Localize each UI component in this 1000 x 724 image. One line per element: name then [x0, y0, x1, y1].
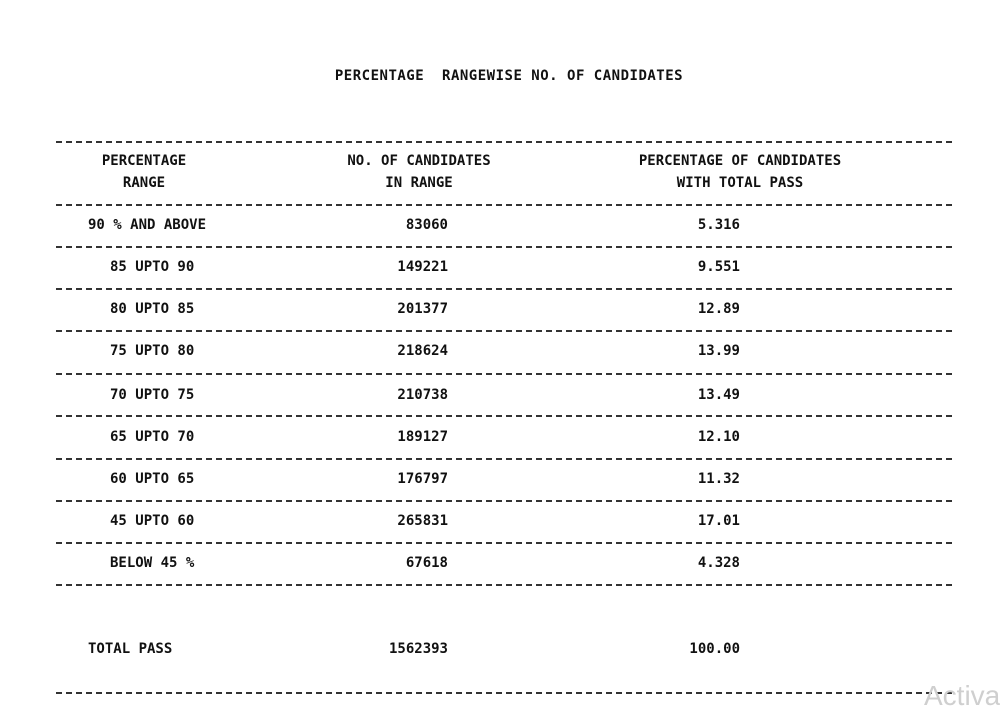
range-cell: 75 UPTO 80 — [110, 343, 195, 359]
header-range-line1: PERCENTAGE — [101, 153, 187, 169]
range-cell: 80 UPTO 85 — [110, 301, 195, 317]
table-top-rule — [56, 141, 952, 143]
report-title: PERCENTAGE RANGEWISE NO. OF CANDIDATES — [334, 68, 684, 84]
count-cell: 201377 — [397, 301, 448, 317]
range-cell: BELOW 45 % — [110, 555, 195, 571]
row-rule — [56, 458, 952, 460]
activation-watermark: Activa — [924, 680, 1000, 711]
count-cell: 67618 — [405, 555, 448, 571]
pct-cell: 12.10 — [697, 429, 740, 445]
range-cell: 85 UPTO 90 — [110, 259, 195, 275]
count-cell: 176797 — [397, 471, 448, 487]
row-rule — [56, 246, 952, 248]
count-cell: 218624 — [397, 343, 448, 359]
range-cell: 45 UPTO 60 — [110, 513, 195, 529]
row-rule — [56, 330, 952, 332]
header-count-line1: NO. OF CANDIDATES — [347, 153, 491, 169]
row-rule — [56, 584, 952, 586]
row-rule — [56, 415, 952, 417]
count-cell: 265831 — [397, 513, 448, 529]
count-cell: 83060 — [405, 217, 448, 233]
row-rule — [56, 373, 952, 375]
total-count: 1562393 — [388, 641, 448, 657]
count-cell: 189127 — [397, 429, 448, 445]
pct-cell: 13.49 — [697, 387, 740, 403]
range-cell: 90 % AND ABOVE — [88, 217, 207, 233]
row-rule — [56, 500, 952, 502]
pct-cell: 13.99 — [697, 343, 740, 359]
header-rule — [56, 204, 952, 206]
pct-cell: 12.89 — [697, 301, 740, 317]
pct-cell: 4.328 — [697, 555, 740, 571]
total-label: TOTAL PASS — [88, 641, 173, 657]
table-bottom-rule — [56, 692, 952, 694]
header-pct-line1: PERCENTAGE OF CANDIDATES — [638, 153, 842, 169]
count-cell: 149221 — [397, 259, 448, 275]
pct-cell: 9.551 — [697, 259, 740, 275]
row-rule — [56, 542, 952, 544]
count-cell: 210738 — [397, 387, 448, 403]
range-cell: 60 UPTO 65 — [110, 471, 195, 487]
range-cell: 70 UPTO 75 — [110, 387, 195, 403]
row-rule — [56, 288, 952, 290]
header-count-line2: IN RANGE — [385, 175, 453, 191]
header-range-line2: RANGE — [122, 175, 166, 191]
pct-cell: 5.316 — [697, 217, 740, 233]
range-cell: 65 UPTO 70 — [110, 429, 195, 445]
header-pct-line2: WITH TOTAL PASS — [676, 175, 804, 191]
pct-cell: 17.01 — [697, 513, 740, 529]
pct-cell: 11.32 — [697, 471, 740, 487]
total-pct: 100.00 — [689, 641, 740, 657]
